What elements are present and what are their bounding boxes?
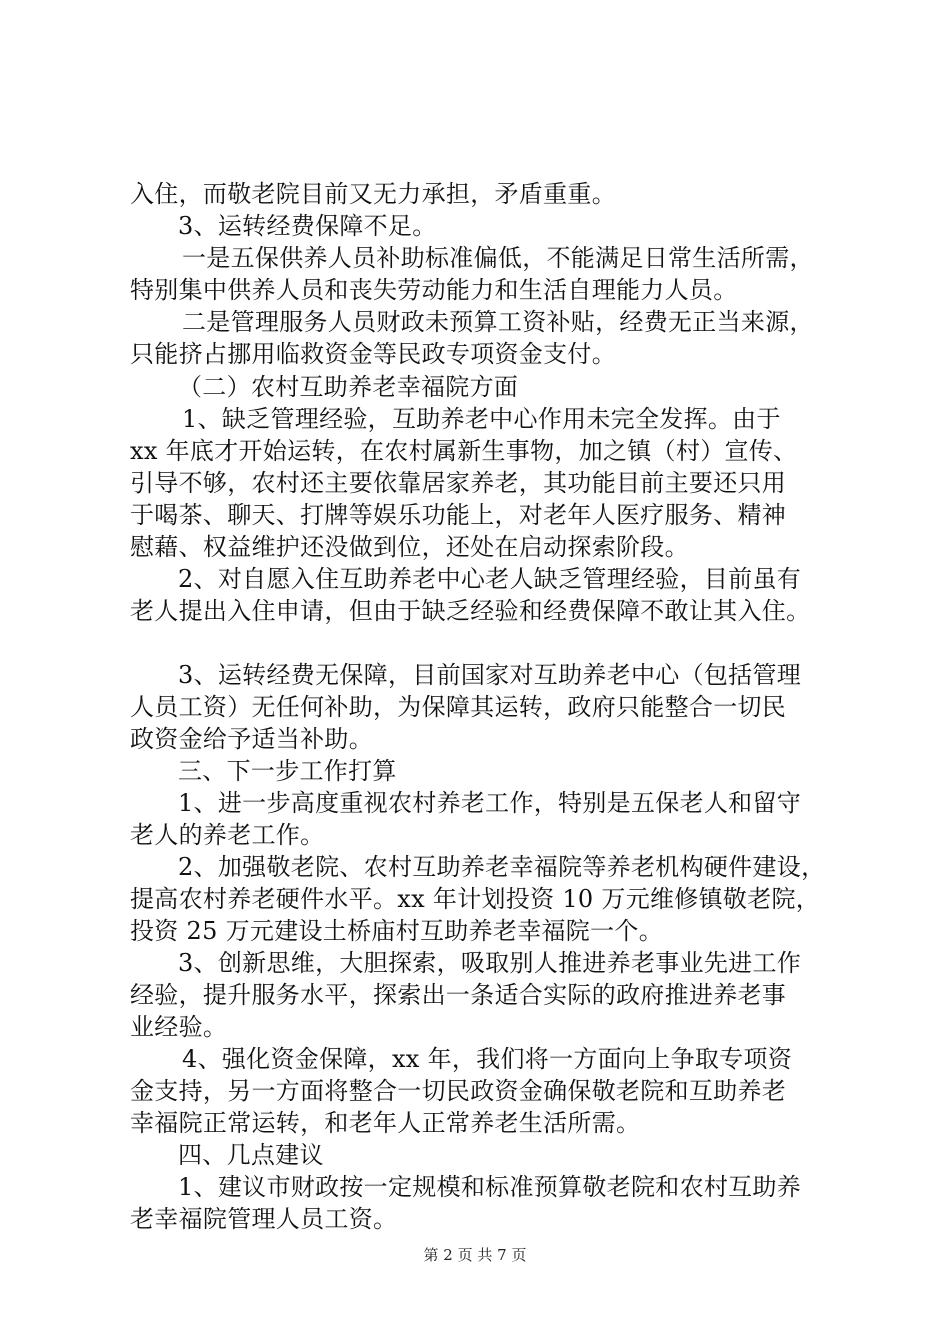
text-line: 1、建议市财政按一定规模和标准预算敬老院和农村互助养 <box>178 1173 802 1201</box>
text-line: 老幸福院管理人员工资。 <box>130 1205 398 1233</box>
text-line: 1、缺乏管理经验，互助养老中心作用未完全发挥。由于 <box>182 405 781 433</box>
page-number-footer: 第 2 页 共 7 页 <box>423 1246 527 1264</box>
section-heading: （二）农村互助养老幸福院方面 <box>178 373 519 401</box>
section-heading: 四、几点建议 <box>178 1141 324 1169</box>
text-line: 经验，提升服务水平，探索出一条适合实际的政府推进养老事 <box>130 981 787 1009</box>
text-line: 业经验。 <box>130 1013 228 1041</box>
text-line: 2、加强敬老院、农村互助养老幸福院等养老机构硬件建设， <box>178 853 826 881</box>
text-line: 3、运转经费无保障，目前国家对互助养老中心（包括管理 <box>178 661 802 689</box>
text-line: 慰藉、权益维护还没做到位，还处在启动探索阶段。 <box>130 533 689 561</box>
text-line: 提高农村养老硬件水平。xx 年计划投资 10 万元维修镇敬老院， <box>130 885 821 913</box>
text-line: 3、运转经费保障不足。 <box>178 212 437 240</box>
text-line: 3、创新思维，大胆探索，吸取别人推进养老事业先进工作 <box>178 949 802 977</box>
text-line: 二是管理服务人员财政未预算工资补贴，经费无正当来源， <box>182 308 814 336</box>
text-line: 投资 25 万元建设土桥庙村互助养老幸福院一个。 <box>130 917 663 945</box>
text-line: 4、强化资金保障，xx 年，我们将一方面向上争取专项资 <box>182 1045 793 1073</box>
text-line: 老人的养老工作。 <box>130 821 325 849</box>
text-line: 政资金给予适当补助。 <box>130 725 373 753</box>
text-line: 于喝茶、聊天、打牌等娱乐功能上，对老年人医疗服务、精神 <box>130 501 787 529</box>
text-line: 引导不够，农村还主要依靠居家养老，其功能目前主要还只用 <box>130 469 787 497</box>
text-line: xx 年底才开始运转，在农村属新生事物，加之镇（村）宣传、 <box>130 437 798 465</box>
text-line: 只能挤占挪用临救资金等民政专项资金支付。 <box>130 340 616 368</box>
text-line: 特别集中供养人员和丧失劳动能力和生活自理能力人员。 <box>130 276 738 304</box>
text-line: 幸福院正常运转，和老年人正常养老生活所需。 <box>130 1109 641 1137</box>
section-heading: 三、下一步工作打算 <box>178 757 397 785</box>
text-line: 1、进一步高度重视农村养老工作，特别是五保老人和留守 <box>178 789 802 817</box>
text-line: 入住，而敬老院目前又无力承担，矛盾重重。 <box>130 180 616 208</box>
text-line: 金支持，另一方面将整合一切民政资金确保敬老院和互助养老 <box>130 1077 787 1105</box>
text-line: 一是五保供养人员补助标准偏低，不能满足日常生活所需， <box>182 244 814 272</box>
text-line: 老人提出入住申请，但由于缺乏经验和经费保障不敢让其入住。 <box>130 597 811 625</box>
text-line: 人员工资）无任何补助，为保障其运转，政府只能整合一切民 <box>130 693 787 721</box>
text-line: 2、对自愿入住互助养老中心老人缺乏管理经验，目前虽有 <box>178 565 802 593</box>
